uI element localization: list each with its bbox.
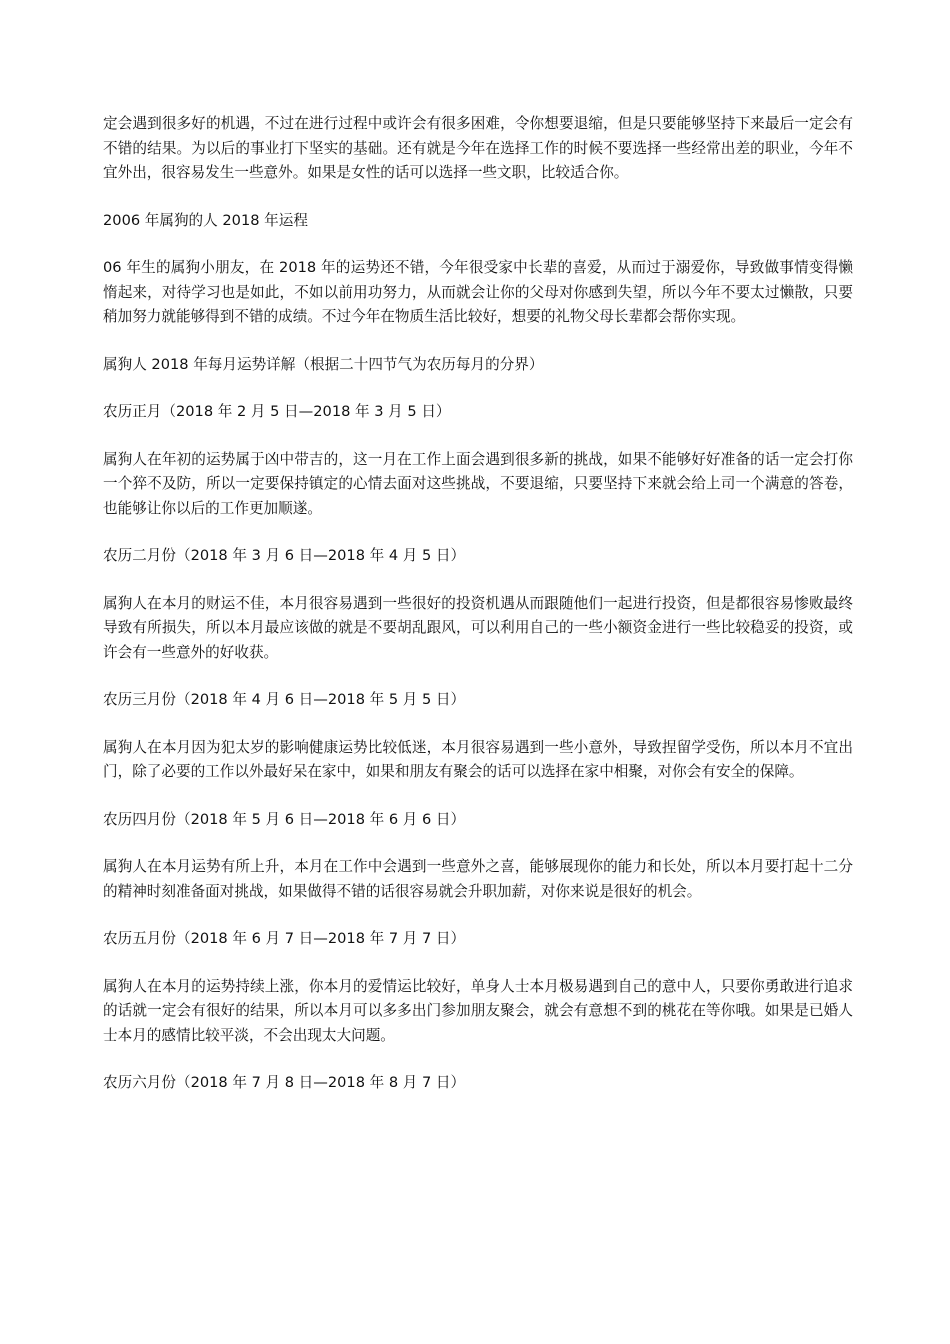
month-heading-1: 农历正月（2018 年 2 月 5 日—2018 年 3 月 5 日） [103,403,451,420]
month-heading-6: 农历六月份（2018 年 7 月 8 日—2018 年 8 月 7 日） [103,1074,466,1091]
month-heading-4: 农历四月份（2018 年 5 月 6 日—2018 年 6 月 6 日） [103,810,466,828]
month-heading-2: 农历二月份（2018 年 3 月 6 日—2018 年 4 月 5 日） [103,547,466,564]
month-paragraph-2: 属狗人在本月的财运不佳，本月很容易遇到一些很好的投资机遇从而跟随他们一起进行投资，但是都很容易惨败最终导致有所损失，所以本月最应该做的就是不要胡乱跟风，可以利用自己的一些小额资金进行一些比较稳妥的投资，或许会有一些意外的好收获。 [103,594,853,661]
month-paragraph-5: 属狗人在本月的运势持续上涨，你本月的爱情运比较好，单身人士本月极易遇到自己的意中人，只要你勇敢进行追求的话就一定会有很好的结果，所以本月可以多多出门参加朋友聚会，就会有意想不到的桃花在等你哦。如果是已婚人士本月的感情比较平淡，不会出现太大问题。 [103,977,853,1044]
section-heading-2006: 2006 年属狗的人 2018 年运程 [103,211,308,229]
month-paragraph-4: 属狗人在本月运势有所上升，本月在工作中会遇到一些意外之喜，能够展现你的能力和长处，所以本月要打起十二分的精神时刻准备面对挑战，如果做得不错的话很容易就会升职加薪，对你来说是很好的机会。 [103,858,853,900]
paragraph-continuation: 定会遇到很多好的机遇，不过在进行过程中或许会有很多困难，令你想要退缩，但是只要能够坚持下来最后一定会有不错的结果。为以后的事业打下坚实的基础。还有就是今年在选择工作的时候不要选择一些经常出差的职业，今年不宜外出，很容易发生一些意外。如果是女性的话可以选择一些文职，比较适合你。 [103,115,853,181]
month-paragraph-3: 属狗人在本月因为犯太岁的影响健康运势比较低迷，本月很容易遇到一些小意外，导致捏留学受伤，所以本月不宜出门，除了必要的工作以外最好呆在家中，如果和朋友有聚会的话可以选择在家中相聚，对你会有安全的保障。 [103,738,853,780]
paragraph-2006-fortune: 06 年生的属狗小朋友，在 2018 年的运势还不错，今年很受家中长辈的喜爱，从而过于溺爱你，导致做事情变得懒惰起来，对待学习也是如此，不如以前用功努力，从而就会让你的父母对你感到失望，所以今年不要太过懒散，只要稍加努力就能够得到不错的成绩。不过今年在物质生活比较好，想要的礼物父母长辈都会帮你实现。 [103,259,853,325]
section-heading-monthly: 属狗人 2018 年每月运势详解（根据二十四节气为农历每月的分界） [103,355,544,373]
document-body [103,112,853,1119]
month-heading-3: 农历三月份（2018 年 4 月 6 日—2018 年 5 月 5 日） [103,691,466,708]
month-paragraph-1: 属狗人在年初的运势属于凶中带吉的，这一月在工作上面会遇到很多新的挑战，如果不能够好好准备的话一定会打你一个猝不及防，所以一定要保持镇定的心情去面对这些挑战，不要退缩，只要坚持下来就会给上司一个满意的答卷，也能够让你以后的工作更加顺遂。 [103,450,853,517]
month-heading-5: 农历五月份（2018 年 6 月 7 日—2018 年 7 月 7 日） [103,930,466,947]
